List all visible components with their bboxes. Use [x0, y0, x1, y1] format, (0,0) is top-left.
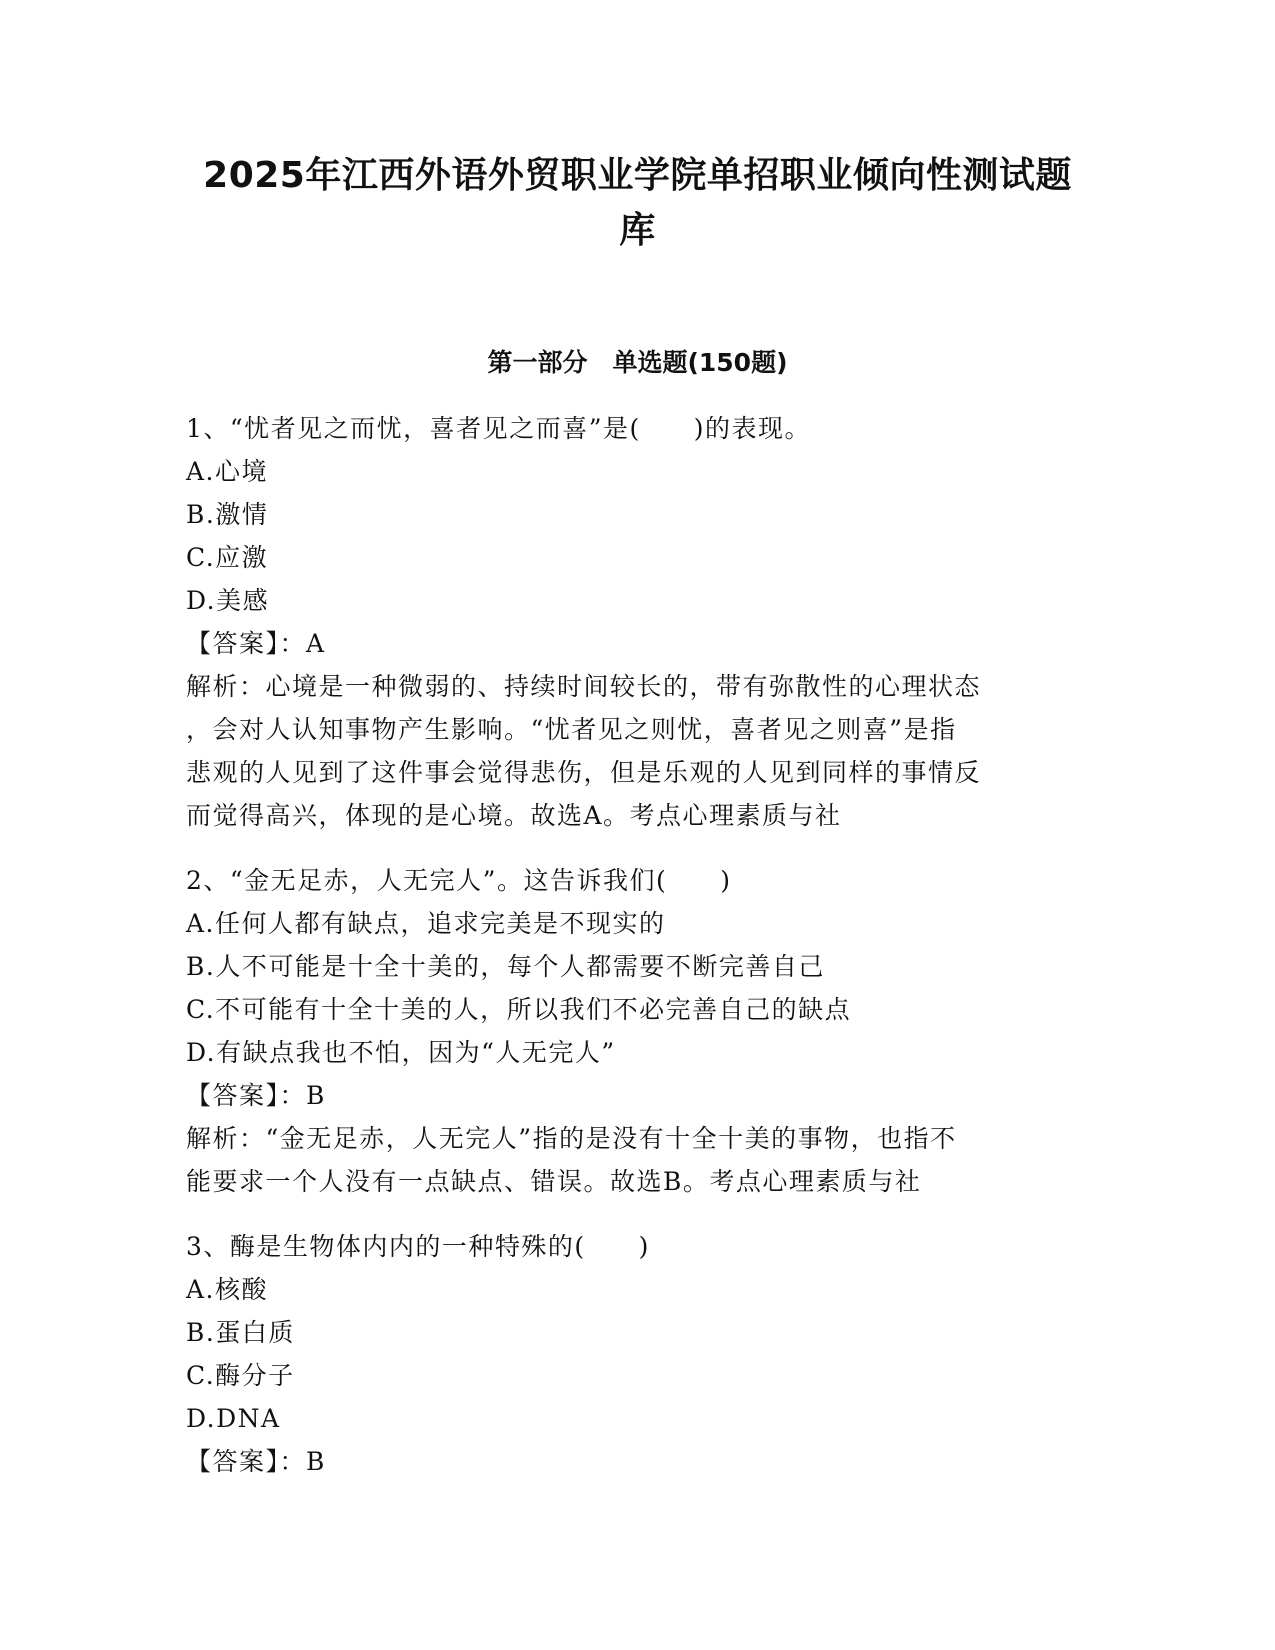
- spacer: [186, 1203, 1056, 1225]
- option-b: B.激情: [186, 500, 269, 529]
- question-text: 1、“忧者见之而忧，喜者见之而喜”是( )的表现。: [186, 414, 811, 443]
- analysis-line: 能要求一个人没有一点缺点、错误。故选B。考点心理素质与社: [186, 1167, 922, 1196]
- title-line-1: 2025年江西外语外贸职业学院单招职业倾向性测试题: [203, 155, 1072, 196]
- question-list: [186, 407, 1056, 1483]
- section-heading: 第一部分 单选题(150题): [487, 348, 788, 377]
- analysis-line: 而觉得高兴，体现的是心境。故选A。考点心理素质与社: [186, 801, 842, 830]
- title-line-2: 库: [619, 210, 656, 251]
- analysis-line: 悲观的人见到了这件事会觉得悲伤，但是乐观的人见到同样的事情反: [186, 758, 982, 787]
- spacer: [186, 837, 1056, 859]
- question-text: 3、酶是生物体内内的一种特殊的( ): [186, 1232, 650, 1261]
- document-title: [160, 148, 1115, 258]
- question-3: [186, 1225, 1056, 1483]
- option-d: D.DNA: [186, 1404, 281, 1433]
- option-c: C.酶分子: [186, 1361, 295, 1390]
- question-text: 2、“金无足赤，人无完人”。这告诉我们( ): [186, 866, 732, 895]
- question-2: [186, 859, 1056, 1203]
- option-a: A.心境: [186, 457, 269, 486]
- analysis-line: 解析：“金无足赤，人无完人”指的是没有十全十美的事物，也指不: [186, 1124, 957, 1153]
- answer: 【答案】：A: [186, 629, 326, 658]
- option-c: C.不可能有十全十美的人，所以我们不必完善自己的缺点: [186, 995, 852, 1024]
- option-a: A.核酸: [186, 1275, 269, 1304]
- option-a: A.任何人都有缺点，追求完美是不现实的: [186, 909, 666, 938]
- analysis-line: 解析：心境是一种微弱的、持续时间较长的，带有弥散性的心理状态: [186, 672, 982, 701]
- question-1: [186, 407, 1056, 837]
- option-c: C.应激: [186, 543, 269, 572]
- option-b: B.人不可能是十全十美的，每个人都需要不断完善自己: [186, 952, 825, 981]
- option-b: B.蛋白质: [186, 1318, 295, 1347]
- option-d: D.有缺点我也不怕，因为“人无完人”: [186, 1038, 616, 1067]
- analysis-line: ，会对人认知事物产生影响。“忧者见之则忧，喜者见之则喜”是指: [186, 715, 957, 744]
- option-d: D.美感: [186, 586, 270, 615]
- answer: 【答案】：B: [186, 1081, 326, 1110]
- answer: 【答案】：B: [186, 1447, 326, 1476]
